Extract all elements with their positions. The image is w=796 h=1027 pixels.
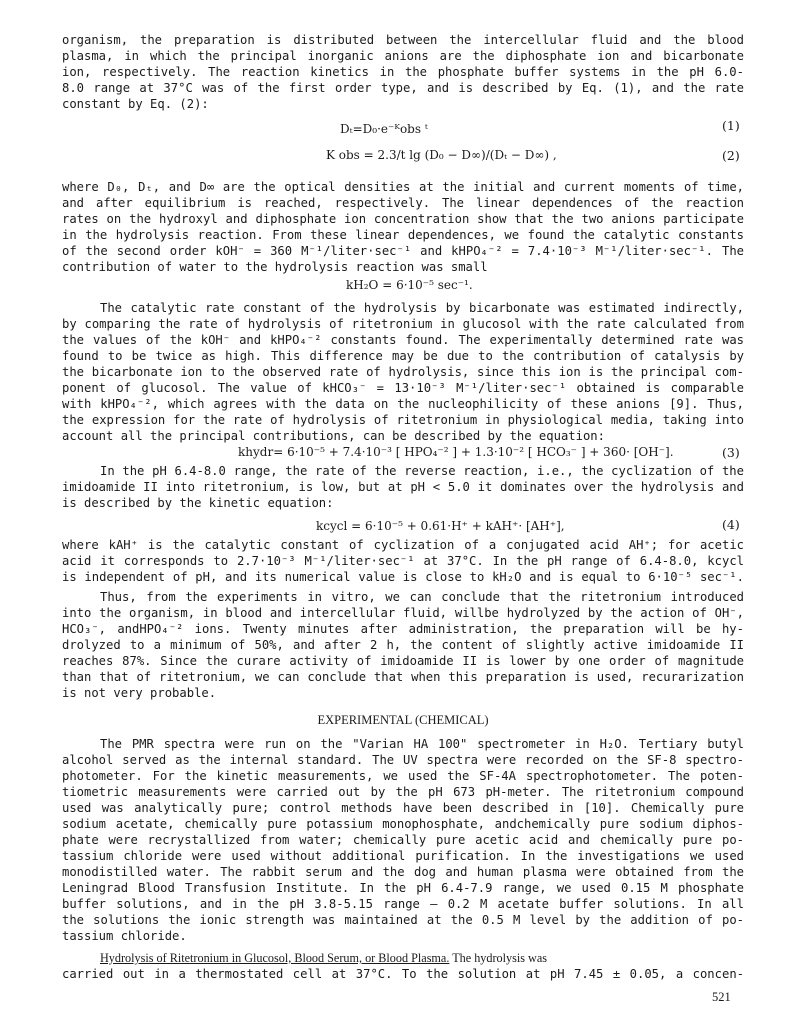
text-line: found to be twice as high. This difference may be due to the contribution of catalysis by [62, 349, 744, 363]
text-line: carried out in a thermostated cell at 37°C. To the solution at pH 7.45 ± 0.05, a concen- [62, 967, 744, 981]
text-line: tassium chloride were used without additional purification. In the investigations we used [62, 849, 744, 863]
text-line: imidoamide II into ritetronium, is low, but at pH < 5.0 it dominates over the hydrolysis and [62, 480, 744, 494]
equation-4: kcycl = 6·10⁻⁵ + 0.61·H⁺ + kAH⁺· [AH⁺], [316, 519, 565, 533]
text-line: the solutions the ionic strength was maintained at the 0.5 M level by the addition of po- [62, 913, 744, 927]
text-line: tassium chloride. [62, 929, 187, 943]
text-line: rates on the hydroxyl and diphosphate ion concentration show that the two anions participate [62, 212, 744, 226]
text-line: where D₀, Dₜ, and D∞ are the optical densities at the initial and current moments of time, [62, 180, 744, 194]
equation-3: khydr= 6·10⁻⁵ + 7.4·10⁻³ [ HPO₄⁻² ] + 1.3·10⁻² [ HCO₃⁻ ] + 360· [OH⁻]. [238, 445, 674, 459]
text-line: Thus, from the experiments in vitro, we can conclude that the ritetronium introduced [100, 590, 744, 604]
text-line: monodistilled water. The rabbit serum and the dog and human plasma were obtained from the [62, 865, 744, 879]
text-fragment: The hydrolysis was [449, 951, 547, 965]
text-line: the bicarbonate ion to the observed rate of hydrolysis, since this ion is the principal com- [62, 365, 744, 379]
text-line: acid it corresponds to 2.7·10⁻³ M⁻¹/liter·sec⁻¹ at 37°C. In the pH range of 6.4-8.0, kcycl [62, 554, 744, 568]
text-line [100, 951, 744, 966]
text-line: buffer solutions, and in the pH 3.8-5.15 range — 0.2 M acetate buffer solutions. In all [62, 897, 744, 911]
equation-number: (2) [722, 148, 740, 163]
text-line: In the pH 6.4-8.0 range, the rate of the reverse reaction, i.e., the cyclization of the [100, 464, 744, 478]
text-line: ion, respectively. The reaction kinetics in the phosphate buffer systems in the pH 6.0- [62, 65, 744, 79]
subsection-title: Hydrolysis of Ritetronium in Glucosol, Blood Serum, or Blood Plasma. [100, 951, 450, 965]
text-line: tiometric measurements were carried out by the pH 673 pH-meter. The ritetronium compound [62, 785, 744, 799]
equation-number: (1) [722, 118, 740, 133]
text-line: phate were recrystallized from water; chemically pure acetic acid and chemically pure po- [62, 833, 744, 847]
text-line: The catalytic rate constant of the hydrolysis by bicarbonate was estimated indirectly, [100, 301, 744, 315]
text-line: ponent of glucosol. The value of kHCO₃⁻ = 13·10⁻³ M⁻¹/liter·sec⁻¹ obtained is comparable [62, 381, 744, 395]
text-line: is independent of pH, and its numerical value is close to kH₂O and is equal to 6·10⁻⁵ sec⁻¹. [62, 570, 744, 584]
text-line: and after equilibrium is reached, respectively. The linear dependences of the reaction [62, 196, 744, 210]
equation-number: (4) [722, 517, 740, 532]
text-line: the values of the kOH⁻ and kHPO₄⁻² constants found. The experimentally determined rate was [62, 333, 744, 347]
text-line: the expression for the rate of hydrolysis of ritetronium in physiological media, taking into [62, 413, 744, 427]
equation-number: (3) [722, 445, 740, 460]
equation-1: Dₜ=D₀·e⁻ᴷobs ᵗ [340, 122, 428, 136]
text-line: account all the principal contributions, can be described by the equation: [62, 429, 605, 443]
text-line: contribution of water to the hydrolysis reaction was small [62, 260, 488, 274]
text-line: than that of ritetronium, we can conclude that when this preparation is used, recurarization [62, 670, 744, 684]
text-line: alcohol served as the internal standard. The UV spectra were recorded on the SF-8 spectro- [62, 753, 744, 767]
equation-water: kH₂O = 6·10⁻⁵ sec⁻¹. [346, 278, 473, 292]
text-line: is not very probable. [62, 686, 217, 700]
text-line: sodium acetate, chemically pure potassium monophosphate, andchemically pure sodium diphos- [62, 817, 744, 831]
text-line: by comparing the rate of hydrolysis of ritetronium in glucosol with the rate calculated from [62, 317, 744, 331]
text-line: The PMR spectra were run on the "Varian HA 100" spectrometer in H₂O. Tertiary butyl [100, 737, 744, 751]
section-heading: EXPERIMENTAL (CHEMICAL) [317, 713, 489, 727]
equation-2: K obs = 2.3/t lg (D₀ − D∞)/(Dₜ − D∞) , [326, 148, 557, 162]
text-line: photometer. For the kinetic measurements, we used the SF-4A spectrophotometer. The poten- [62, 769, 744, 783]
text-line: drolyzed to a minimum of 50%, and after 2 h, the content of slightly active imidoamide II [62, 638, 744, 652]
text-line: HCO₃⁻, andHPO₄⁻² ions. Twenty minutes after administration, the preparation will be hy- [62, 622, 744, 636]
text-line: in the hydrolysis reaction. From these linear dependences, we found the catalytic constants [62, 228, 744, 242]
text-line: organism, the preparation is distributed between the intercellular fluid and the blood [62, 33, 744, 47]
text-line: of the second order kOH⁻ = 360 M⁻¹/liter·sec⁻¹ and kHPO₄⁻² = 7.4·10⁻³ M⁻¹/liter·sec⁻¹. The [62, 244, 744, 258]
text-line: where kAH⁺ is the catalytic constant of cyclization of a conjugated acid AH⁺; for acetic [62, 538, 744, 552]
text-line: Leningrad Blood Transfusion Institute. In the pH 6.4-7.9 range, we used 0.15 M phosphate [62, 881, 744, 895]
text-line: is described by the kinetic equation: [62, 496, 334, 510]
text-line: plasma, in which the principal inorganic anions are the diphosphate ion and bicarbonate [62, 49, 744, 63]
text-line: reaches 87%. Since the curare activity of imidoamide II is lower by one order of magnitude [62, 654, 744, 668]
page-number: 521 [712, 990, 731, 1004]
text-line: used was analytically pure; control methods have been described in [10]. Chemically pure [62, 801, 744, 815]
text-line: 8.0 range at 37°C was of the first order type, and is described by Eq. (1), and the rate [62, 81, 744, 95]
text-line: constant by Eq. (2): [62, 97, 209, 111]
text-line: with kHPO₄⁻², which agrees with the data on the nucleophilicity of these anions [9]. Thus, [62, 397, 744, 411]
text-line: into the organism, in blood and intercellular fluid, willbe hydrolyzed by the action of OH⁻, [62, 606, 744, 620]
